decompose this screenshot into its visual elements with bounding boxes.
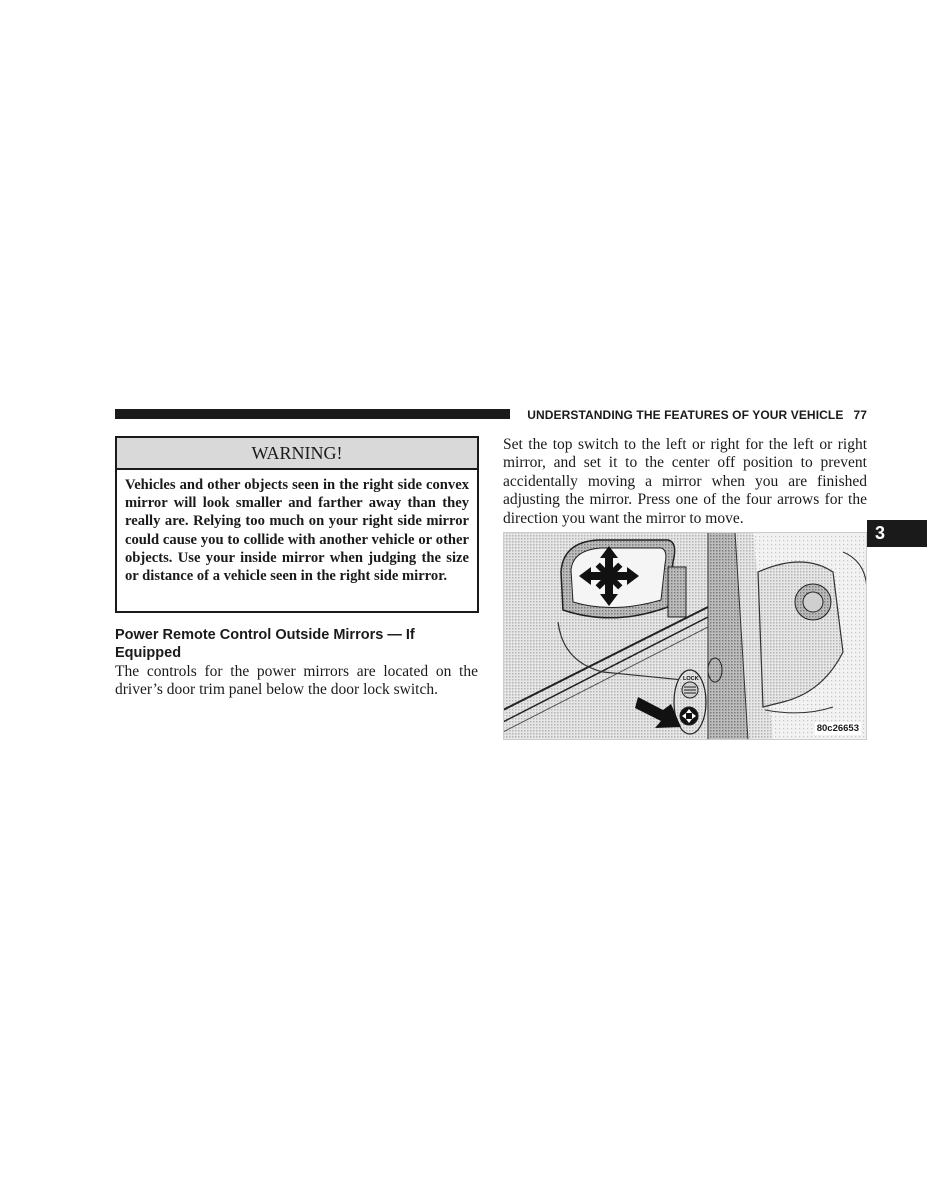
mirror-illustration bbox=[503, 532, 867, 740]
page-number: 77 bbox=[853, 408, 867, 422]
warning-body: Vehicles and other objects seen in the right side convex mirror will look smaller and farther away than they really are. Relying too much on your right side mirror could cause you to collide with another vehicle or other objects. Use your inside mirror when judging the size or distance of a vehicle seen in the right side mirror. bbox=[125, 477, 469, 585]
warning-box bbox=[115, 436, 479, 613]
running-header bbox=[522, 408, 867, 422]
instructions-paragraph: Set the top switch to the left or right for the left or right mirror, and set it to the center off position to prevent accidentally moving a mirror when you are finished adjusting the mirror. Press one of the four arrows for the direction you want the mirror to move. bbox=[503, 436, 867, 527]
header-rule bbox=[115, 409, 510, 419]
section-paragraph: The controls for the power mirrors are located on the driver’s door trim panel below the door lock switch. bbox=[115, 663, 478, 699]
warning-title: WARNING! bbox=[117, 438, 477, 470]
chapter-tab: 3 bbox=[867, 520, 927, 547]
section-title: UNDERSTANDING THE FEATURES OF YOUR VEHICLE bbox=[527, 408, 844, 422]
lock-switch-label: LOCK bbox=[683, 676, 699, 682]
figure-code: 80c26653 bbox=[816, 723, 859, 734]
section-heading: Power Remote Control Outside Mirrors — If Equipped bbox=[115, 627, 415, 661]
